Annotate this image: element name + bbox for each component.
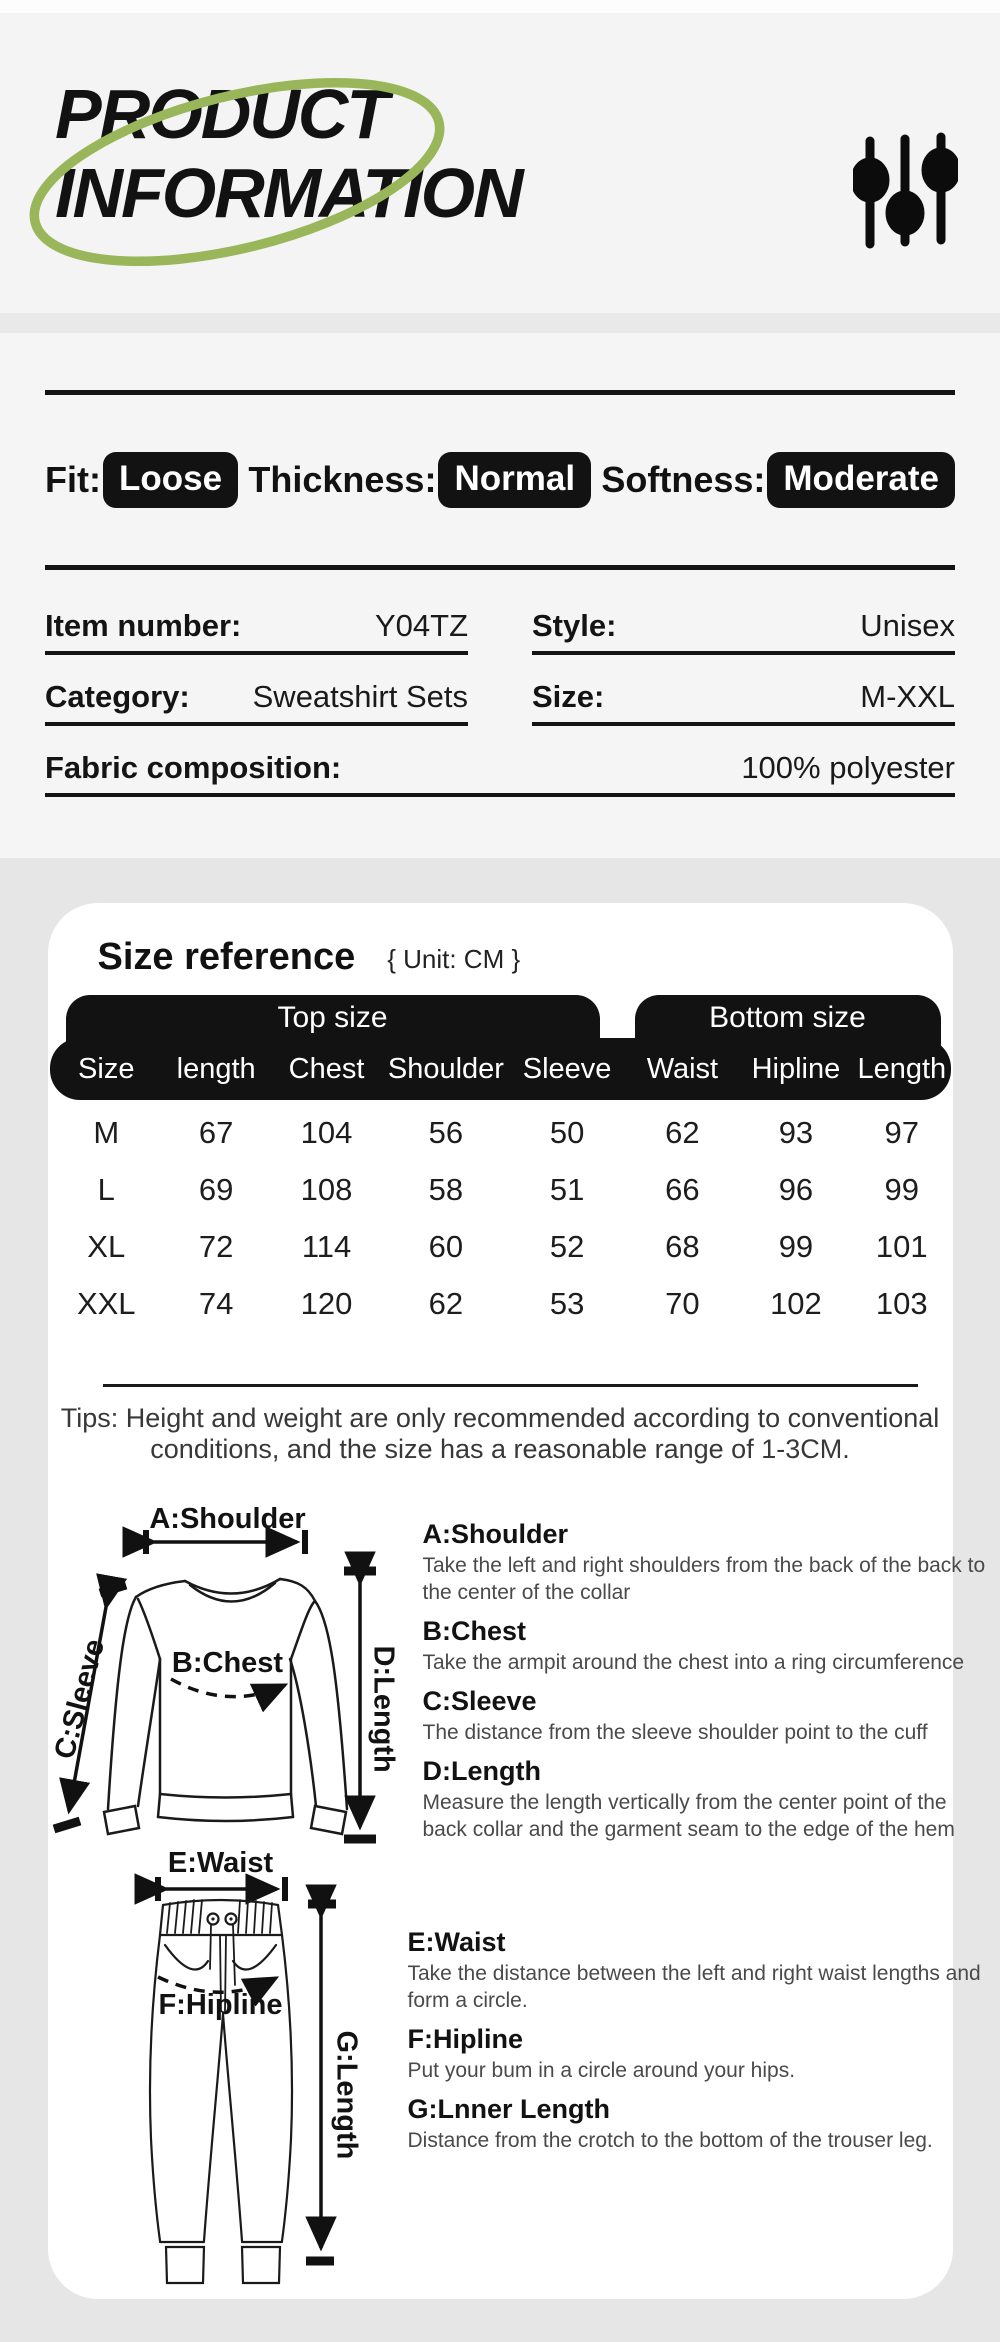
measure-term: D:Length: [422, 1756, 541, 1786]
size-column-header: Waist: [646, 1052, 719, 1085]
measure-term: G:Lnner Length: [407, 2094, 610, 2124]
measure-description: The distance from the sleeve shoulder point to the cuff: [422, 1721, 928, 1744]
size-column-header: length: [176, 1052, 256, 1085]
measure-description: Measure the length vertically from the center point of the back collar and the garment seam to the edge of the hem: [422, 1791, 955, 1841]
measure-guide-item: [408, 1927, 988, 2014]
hipline-diagram-label: F:Hipline: [158, 1989, 283, 2021]
size-value-cell: 120: [300, 1285, 353, 1321]
thickness-value-badge: Normal: [438, 452, 591, 508]
page-title: [55, 75, 522, 233]
measure-guide-item: [408, 2094, 988, 2154]
style-row: [532, 608, 955, 655]
tips-line2: conditions, and the size has a reasonable range of 1-3CM.: [150, 1434, 850, 1464]
softness-label: Softness:: [601, 459, 766, 500]
size-table: [50, 995, 951, 1332]
length-diagram-label: D:Length: [367, 1645, 399, 1773]
thickness-attribute: [248, 452, 591, 508]
size-reference-title: Size reference: [97, 935, 356, 978]
size-label: Size:: [532, 679, 605, 714]
measure-description: Distance from the crotch to the bottom of the trouser leg.: [407, 2129, 933, 2152]
page-title-line1: PRODUCT: [55, 75, 388, 153]
size-column-header: Length: [857, 1052, 947, 1085]
bottom-measure-descriptions: [408, 1927, 988, 2154]
fabric-label: Fabric composition:: [45, 750, 342, 785]
size-value-cell: 97: [884, 1114, 920, 1150]
measure-term: C:Sleeve: [422, 1686, 537, 1716]
size-value-cell: 104: [300, 1114, 353, 1150]
shoulder-diagram-label: A:Shoulder: [149, 1503, 306, 1535]
category-row: [45, 679, 468, 726]
bottom-garment-guide: [48, 1847, 981, 2289]
size-table-body: [50, 1104, 951, 1332]
category-label: Category:: [45, 679, 190, 714]
measure-description: Take the left and right shoulders from the back of the back to the center of the collar: [422, 1554, 986, 1604]
size-value-cell: 67: [198, 1114, 234, 1150]
style-label: Style:: [532, 608, 617, 643]
size-value-cell: 68: [665, 1228, 700, 1264]
divider-band: [0, 313, 1000, 333]
measure-description: Take the distance between the left and right waist lengths and form a circle.: [407, 1962, 981, 2012]
size-column-header: Sleeve: [522, 1052, 612, 1085]
size-value-cell: 93: [778, 1114, 814, 1150]
top-measure-descriptions: [423, 1519, 988, 1843]
size-table-row: [50, 1275, 951, 1332]
size-value-cell: 52: [549, 1228, 585, 1264]
size-value-cell: 108: [300, 1171, 353, 1207]
size-value-cell: 66: [665, 1171, 700, 1207]
hero-header: [0, 13, 1000, 313]
size-column-header: Size: [78, 1052, 135, 1085]
size-value-cell: 102: [770, 1285, 822, 1321]
item-number-label: Item number:: [45, 608, 242, 643]
size-value-cell: 99: [884, 1171, 920, 1207]
size-value-cell: 69: [198, 1171, 234, 1207]
size-reference-section: [0, 858, 1000, 2342]
style-value: Unisex: [860, 608, 955, 643]
detail-grid: [45, 608, 955, 821]
measure-guide-item: [423, 1756, 988, 1843]
size-name-cell: XL: [87, 1228, 126, 1264]
size-table-row: [50, 1218, 951, 1275]
fit-value-badge: Loose: [103, 452, 238, 508]
measure-guide-item: [423, 1519, 988, 1606]
softness-value-badge: Moderate: [767, 452, 955, 508]
horizontal-rule: [45, 565, 955, 570]
table-group-tabs: [50, 995, 951, 1038]
top-strip: [0, 0, 1000, 13]
inner-length-diagram-label: G:Length: [330, 2030, 362, 2160]
measure-term: E:Waist: [407, 1927, 506, 1957]
bottom-size-group-header: Bottom size: [635, 995, 941, 1067]
size-value-cell: 56: [428, 1114, 464, 1150]
size-value-cell: 101: [875, 1228, 928, 1264]
size-value-cell: 74: [198, 1285, 234, 1321]
page-title-line2: INFORMATION: [55, 154, 522, 232]
size-name-cell: M: [93, 1114, 120, 1150]
size-value-cell: 70: [665, 1285, 700, 1321]
specs-section: [0, 333, 1000, 858]
size-value-cell: 53: [549, 1285, 585, 1321]
top-size-group-header: Top size: [66, 995, 600, 1067]
waist-diagram-label: E:Waist: [167, 1847, 274, 1879]
size-value: M-XXL: [860, 679, 955, 714]
size-name-cell: XXL: [76, 1285, 136, 1321]
measure-description: Put your bum in a circle around your hips.: [407, 2059, 796, 2082]
size-table-row: [50, 1161, 951, 1218]
size-value-cell: 62: [665, 1114, 700, 1150]
size-value-cell: 99: [778, 1228, 814, 1264]
horizontal-rule: [45, 390, 955, 395]
size-reference-card: [48, 903, 986, 2299]
card-rule: [103, 1384, 918, 1387]
fit-label: Fit:: [45, 459, 101, 500]
size-name-cell: L: [97, 1171, 115, 1207]
measure-guide-item: [423, 1686, 988, 1746]
measure-term: B:Chest: [422, 1616, 527, 1646]
fabric-row: [45, 750, 955, 797]
size-table-row: [50, 1104, 951, 1161]
size-column-header: Shoulder: [387, 1052, 504, 1085]
size-column-header: Chest: [288, 1052, 365, 1085]
measure-guide-item: [423, 1616, 988, 1676]
item-number-row: [45, 608, 468, 655]
tips-line1: Tips: Height and weight are only recommended according to conventional: [60, 1403, 940, 1433]
size-value-cell: 51: [549, 1171, 585, 1207]
softness-attribute: [601, 452, 955, 508]
size-column-header: Hipline: [751, 1052, 841, 1085]
fit-attribute: [45, 452, 238, 508]
fabric-value: 100% polyester: [741, 750, 955, 785]
chest-diagram-label: B:Chest: [171, 1647, 284, 1679]
card-title-row: [98, 933, 953, 981]
measure-term: A:Shoulder: [422, 1519, 568, 1549]
category-value: Sweatshirt Sets: [252, 679, 468, 714]
size-value-cell: 103: [875, 1285, 928, 1321]
size-table-header: [50, 1038, 951, 1100]
measure-description: Take the armpit around the chest into a ring circumference: [422, 1651, 965, 1674]
measure-guide-item: [408, 2024, 988, 2084]
unit-note: { Unit: CM }: [387, 943, 521, 974]
size-value-cell: 96: [778, 1171, 814, 1207]
size-row: [532, 679, 955, 726]
size-value-cell: 114: [301, 1228, 352, 1264]
tips-note: [48, 1403, 953, 1465]
top-garment-guide: [48, 1499, 986, 1849]
sleeve-diagram-label: C:Sleeve: [48, 1635, 111, 1763]
measure-term: F:Hipline: [407, 2024, 523, 2054]
size-value-cell: 50: [549, 1114, 585, 1150]
size-value-cell: 60: [428, 1228, 464, 1264]
thickness-label: Thickness:: [248, 459, 437, 500]
sliders-icon: [853, 128, 958, 256]
size-value-cell: 62: [428, 1285, 464, 1321]
item-number-value: Y04TZ: [374, 608, 468, 643]
size-value-cell: 58: [428, 1171, 464, 1207]
size-value-cell: 72: [198, 1228, 234, 1264]
attribute-badges-row: [45, 451, 955, 509]
